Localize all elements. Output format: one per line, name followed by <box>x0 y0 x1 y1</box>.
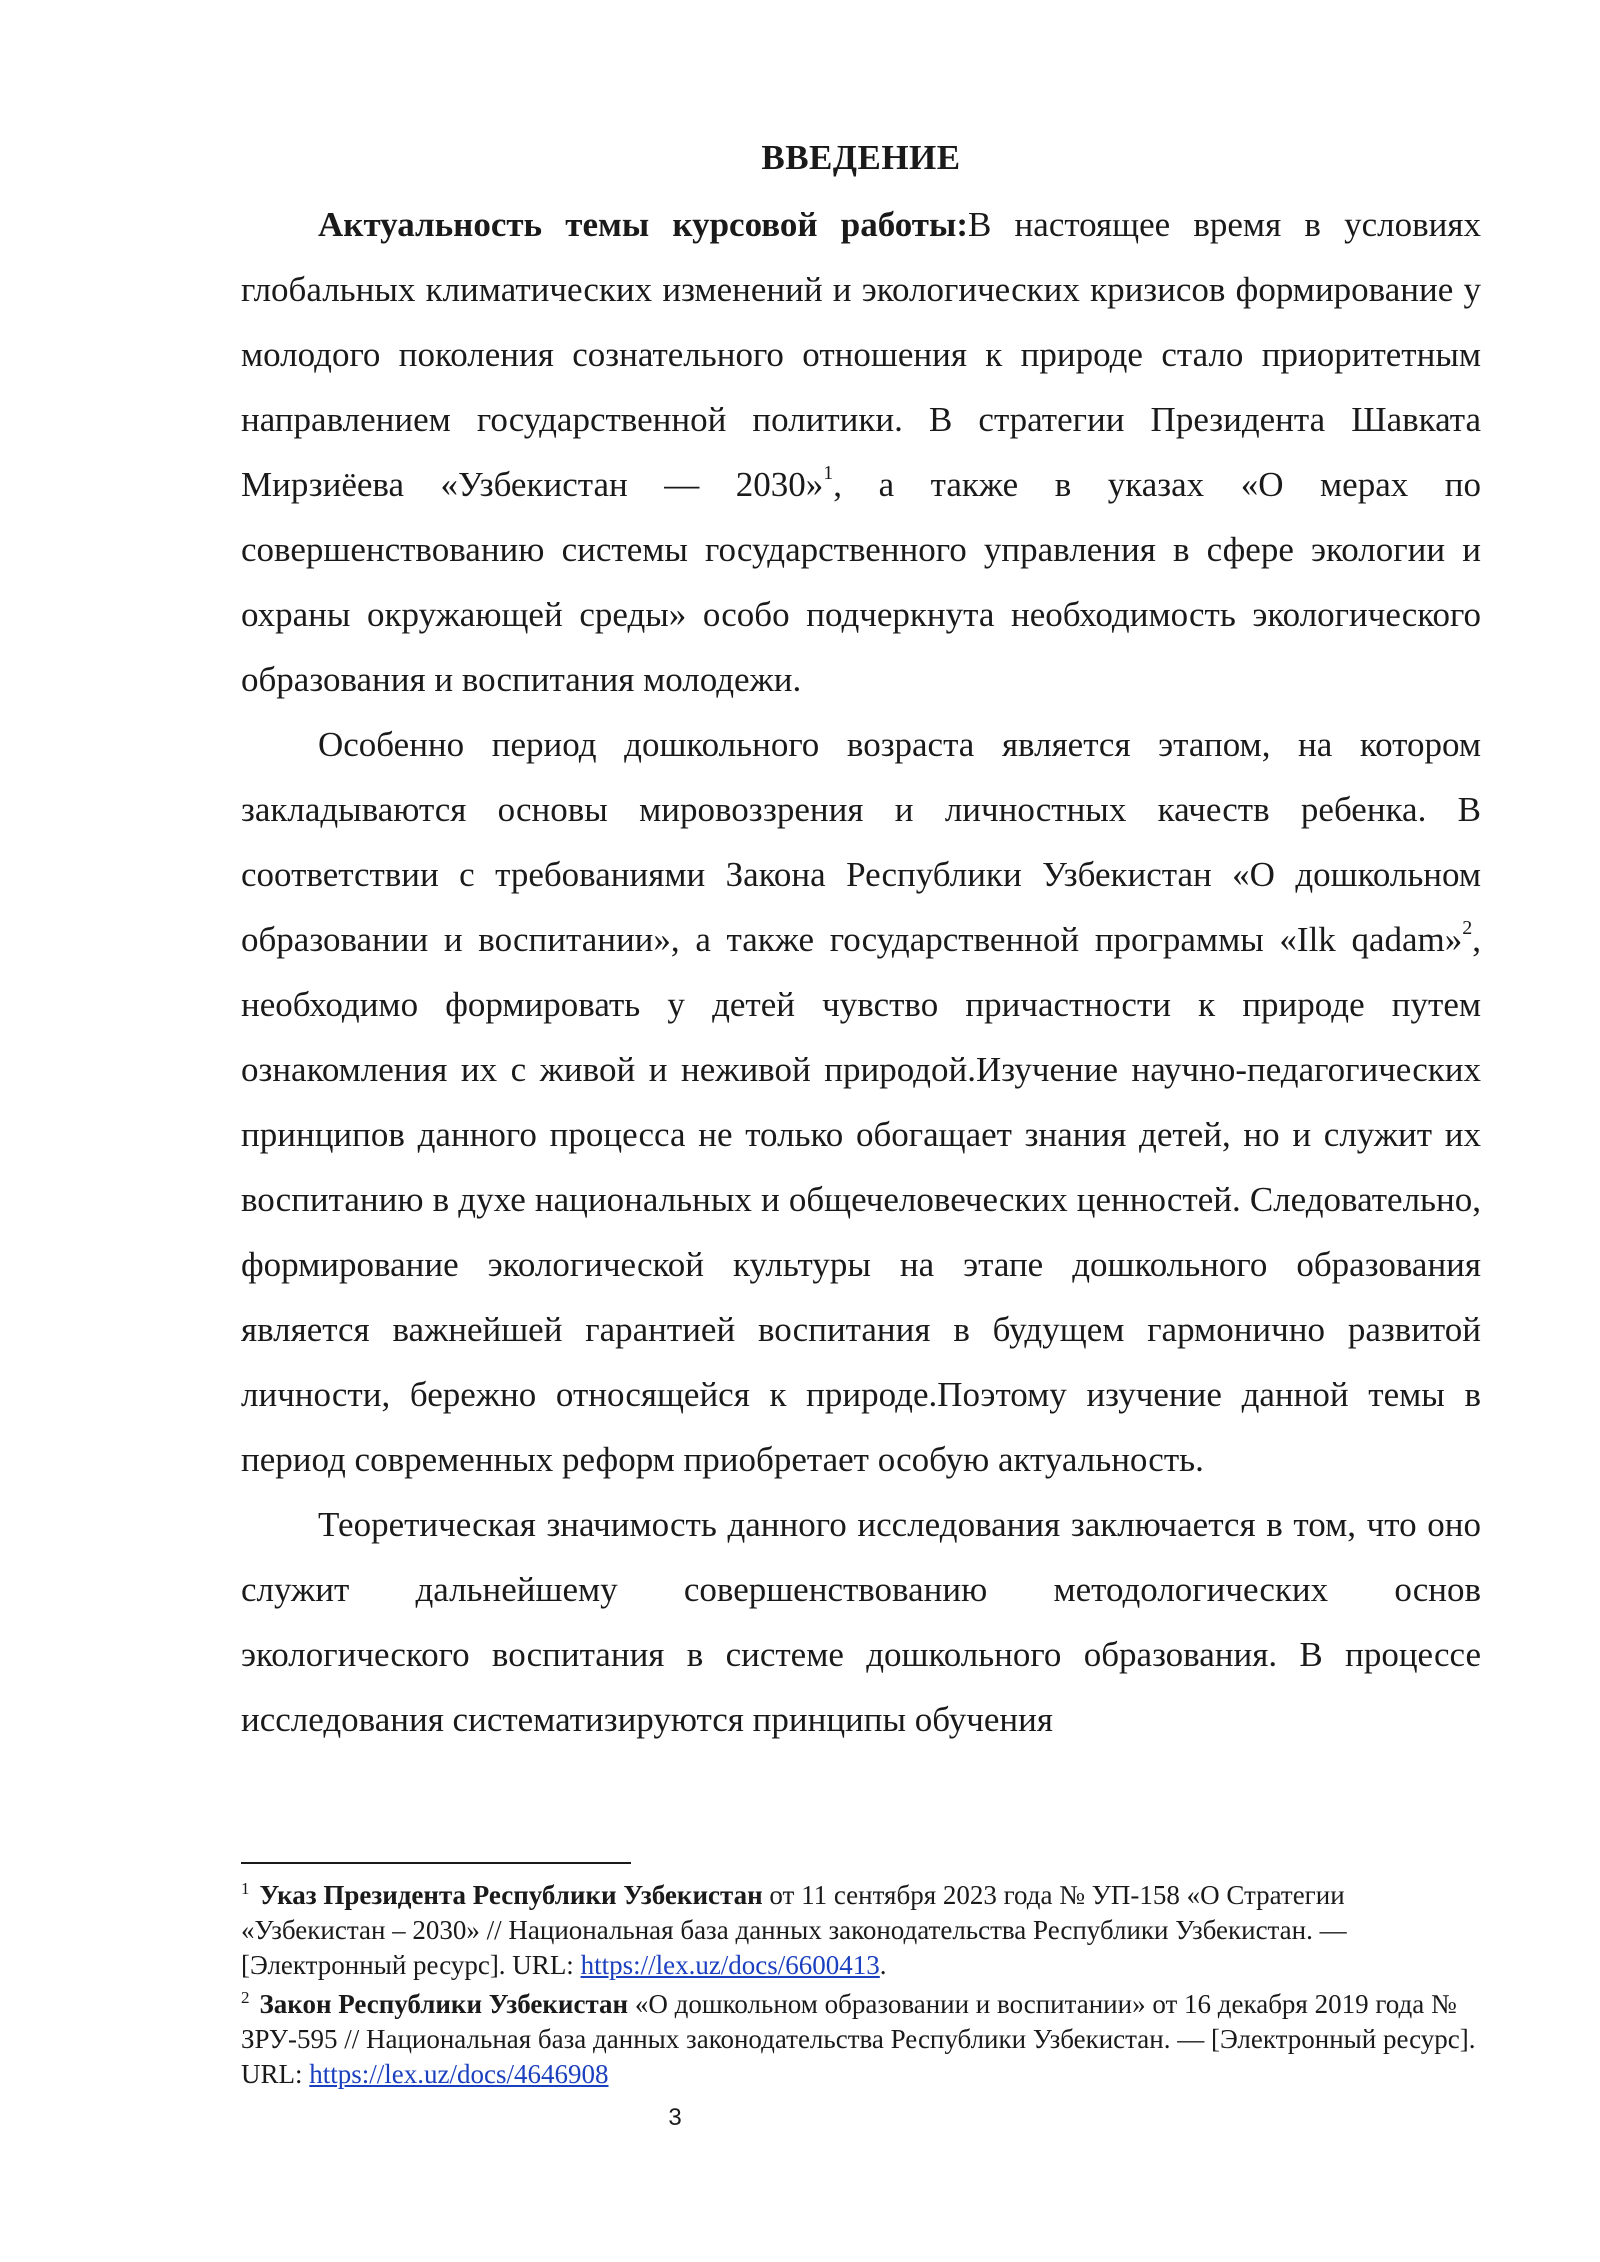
footnote-source-title: Указ Президента Республики Узбекистан <box>259 1880 763 1910</box>
paragraph-text: Особенно период дошкольного возраста является этапом, на котором закладываются основы мировоззрения и личностных качеств ребенка. В соответствии с требованиями Закона Республики Узбекистан «О дошкольном образовании и воспитании», а также государственной программы «Ilk qadam» <box>241 725 1481 959</box>
footnote-link[interactable]: https://lex.uz/docs/6600413 <box>580 1950 880 1980</box>
paragraph-preschool <box>241 712 1481 1492</box>
footnote-number: 1 <box>241 1879 250 1898</box>
footnote-ref-1[interactable]: 1 <box>823 462 834 485</box>
section-heading: ВВЕДЕНИЕ <box>761 138 961 177</box>
footnote-separator <box>241 1862 631 1864</box>
footnote-tail: . <box>879 1950 887 1980</box>
paragraph-text: , а также в указах «О мерах по совершенствованию системы государственного управления в сфере экологии и охраны окружающей среды» особо подчеркнута необходимость экологического образования и воспитания молодежи. <box>241 465 1482 699</box>
footnote-source-title: Закон Республики Узбекистан <box>259 1989 629 2019</box>
footnote-ref-2[interactable]: 2 <box>1462 917 1473 940</box>
footnote-text: от 11 сентября 2023 года № УП-158 «О Стратегии «Узбекистан – 2030» // Национальная база данных законодательства Республики Узбекистан. — [Электронный ресурс]. URL: <box>241 1880 1347 1980</box>
paragraph-text: , необходимо формировать у детей чувство причастности к природе путем ознакомления их с живой и неживой природой.Изучение научно-педагогических принципов данного процесса не только обогащает знания детей, но и служит их воспитанию в духе национальных и общечеловеческих ценностей. Следовательно, формирование экологической культуры на этапе дошкольного образования является важнейшей гарантией воспитания в будущем гармонично развитой личности, бережно относящейся к природе.Поэтому изучение данной темы в период современных реформ приобретает особую актуальность. <box>241 920 1481 1479</box>
footnotes-area <box>241 1862 1481 2096</box>
footnote-number: 2 <box>241 1988 250 2007</box>
paragraph-lead: Актуальность темы курсовой работы: <box>318 205 968 244</box>
footnote-1 <box>241 1878 1481 1983</box>
paragraph-text: В настоящее время в условиях глобальных климатических изменений и экологических кризисов формирование у молодого поколения сознательного отношения к природе стало приоритетным направлением государственной политики. В стратегии Президента Шавката Мирзиёева «Узбекистан — 2030» <box>241 205 1481 504</box>
document-body <box>241 128 1481 1752</box>
footnote-2 <box>241 1987 1481 2092</box>
paragraph-theoretical <box>241 1492 1481 1752</box>
footnote-link[interactable]: https://lex.uz/docs/4646908 <box>309 2059 609 2089</box>
footnote-text: «О дошкольном образовании и воспитании» от 16 декабря 2019 года № ЗРУ-595 // Национальная база данных законодательства Республики Узбекистан. — [Электронный ресурс]. URL: <box>241 1989 1476 2089</box>
page-number: 3 <box>668 2104 682 2131</box>
paragraph-text: Теоретическая значимость данного исследования заключается в том, что оно служит дальнейшему совершенствованию методологических основ экологического воспитания в системе дошкольного образования. В процессе исследования систематизируются принципы обучения <box>241 1505 1481 1739</box>
paragraph-relevance <box>241 192 1481 712</box>
